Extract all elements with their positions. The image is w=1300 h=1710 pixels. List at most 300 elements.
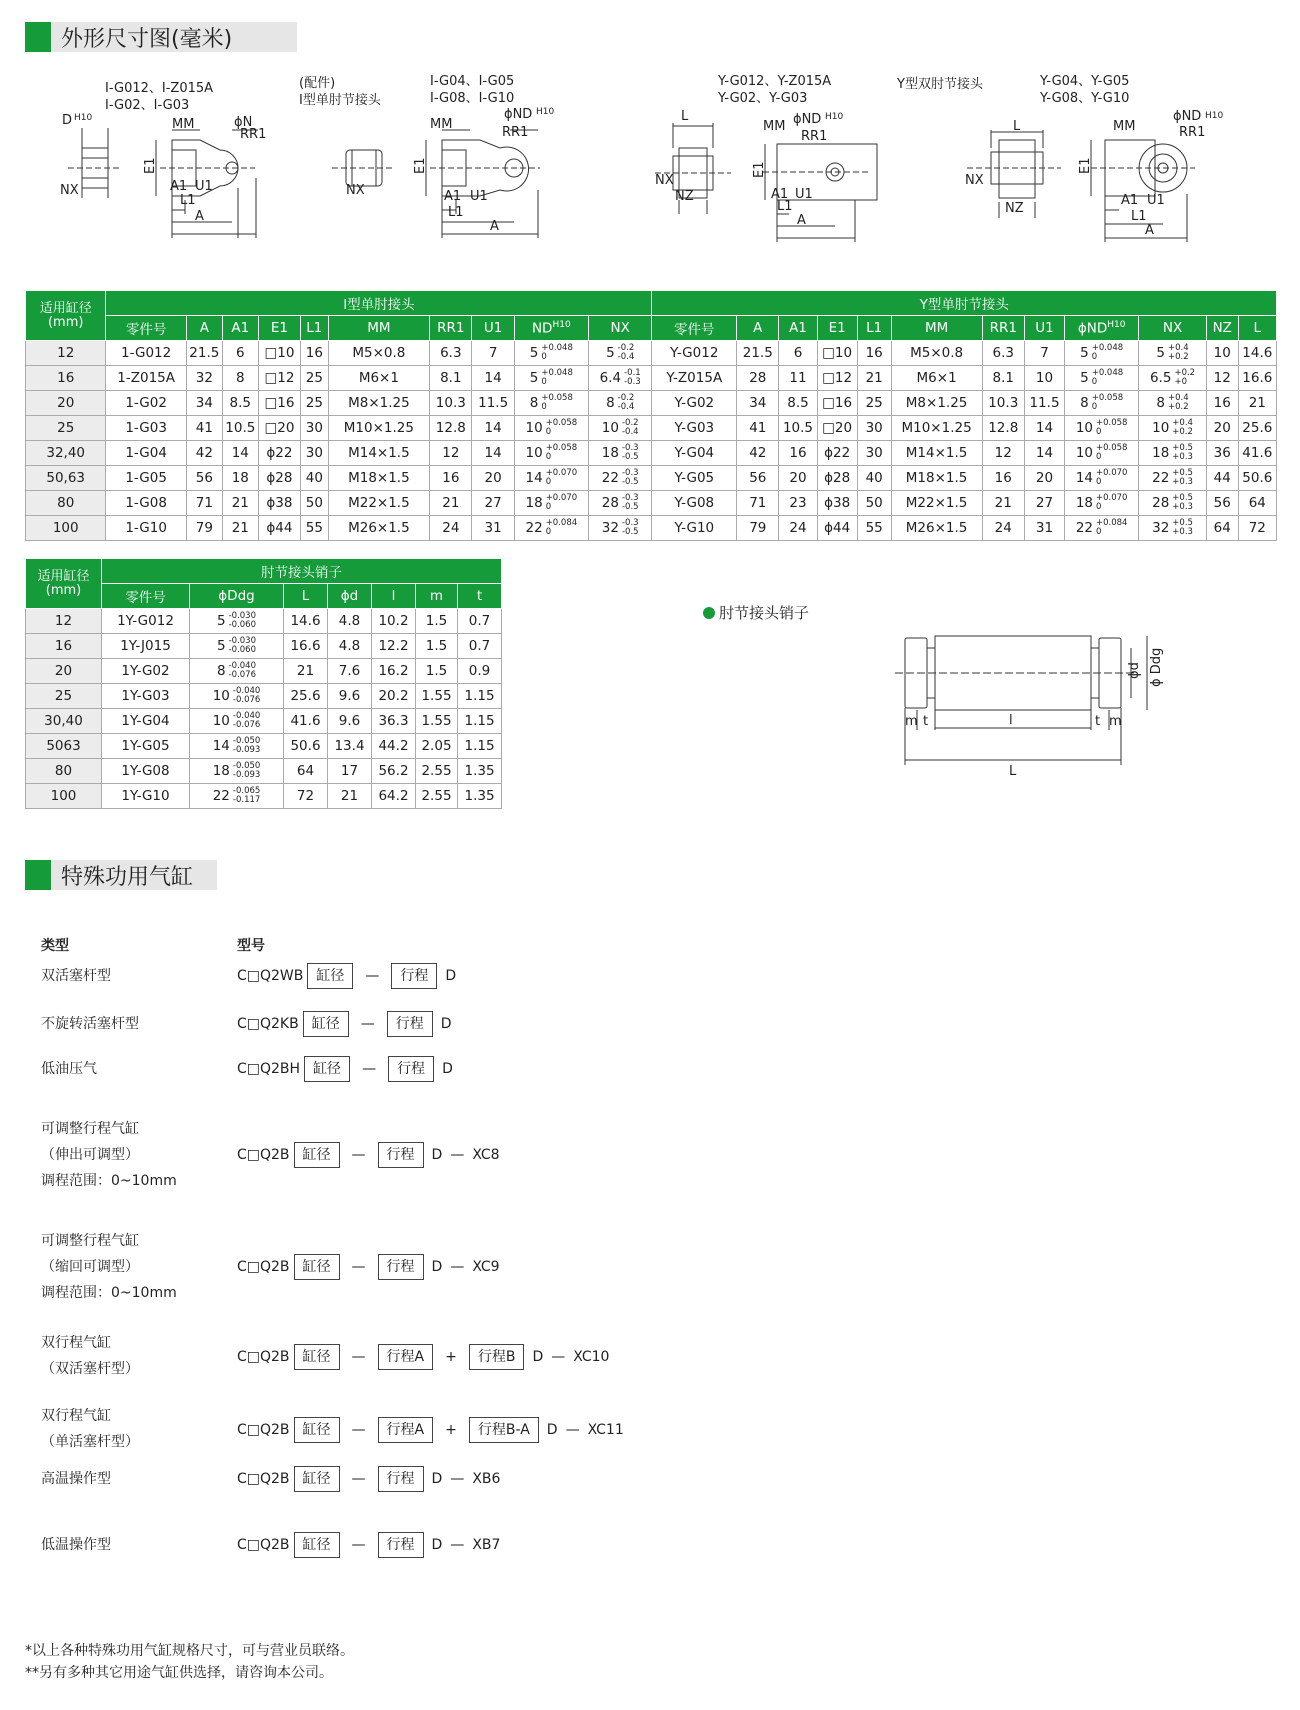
section-title: 外形尺寸图(毫米) xyxy=(61,26,233,52)
column-label: L1 xyxy=(306,320,323,336)
tolerance-cell xyxy=(588,466,652,491)
cell: 4.8 xyxy=(328,609,372,634)
model-param-box: 行程 xyxy=(378,1254,424,1280)
cell: 10.3 xyxy=(430,391,472,416)
cell: 21 xyxy=(328,784,372,809)
dash-separator: — xyxy=(351,1537,366,1553)
tolerance xyxy=(546,469,577,487)
cell: M5×0.8 xyxy=(328,341,430,366)
cell: 1.35 xyxy=(458,784,502,809)
cell: ϕ38 xyxy=(817,491,857,516)
value: 5 xyxy=(1080,370,1089,386)
label-L1: L1 xyxy=(777,199,793,214)
tolerance-lower: 0 xyxy=(541,402,547,412)
cell: 34 xyxy=(186,391,222,416)
label-U1: U1 xyxy=(470,189,488,204)
cell: 72 xyxy=(1238,516,1276,541)
cell: 1.5 xyxy=(416,609,458,634)
bore-cell: 16 xyxy=(26,634,102,659)
tolerance-lower: -0.117 xyxy=(232,795,261,805)
tolerance-cell xyxy=(514,491,588,516)
model-type: 双活塞杆型 xyxy=(41,968,111,984)
model-param-box: 缸径 xyxy=(294,1417,340,1443)
tolerance-lower: 0 xyxy=(541,377,547,387)
model-type: 低温操作型 xyxy=(41,1537,111,1553)
cell: 30 xyxy=(301,441,329,466)
tolerance-cell xyxy=(1139,366,1207,391)
cell: 21.5 xyxy=(737,341,779,366)
cell: 1.5 xyxy=(416,659,458,684)
cell: 6.3 xyxy=(982,341,1024,366)
model-formula xyxy=(237,963,456,989)
tolerance xyxy=(233,762,260,780)
value: 22 xyxy=(212,788,230,804)
model-type: 不旋转活塞杆型 xyxy=(41,1016,139,1032)
tolerance-cell xyxy=(588,416,652,441)
model-param-box: 行程A xyxy=(378,1344,434,1370)
cell: □10 xyxy=(817,341,857,366)
tolerance-cell xyxy=(1139,341,1207,366)
cell: 41.6 xyxy=(1238,441,1276,466)
cell: 34 xyxy=(737,391,779,416)
cell: 28 xyxy=(737,366,779,391)
cell: 64.2 xyxy=(372,784,416,809)
table-row xyxy=(26,441,1277,466)
cell: 21 xyxy=(982,491,1024,516)
cell: 8.1 xyxy=(430,366,472,391)
cell: 11.5 xyxy=(1024,391,1064,416)
tolerance xyxy=(1172,469,1193,487)
value: 10 xyxy=(525,420,543,436)
tolerance-lower: 0 xyxy=(545,527,552,537)
tolerance-upper: -0.030 xyxy=(228,611,256,621)
cell: Y-G02 xyxy=(652,391,737,416)
cell: 11 xyxy=(779,366,817,391)
tolerance-lower: 0 xyxy=(1096,452,1102,462)
tolerance xyxy=(622,444,639,462)
cell: ϕ44 xyxy=(817,516,857,541)
cell: M18×1.5 xyxy=(891,466,982,491)
tolerance-upper: -0.3 xyxy=(621,468,639,478)
cell: 36.3 xyxy=(372,709,416,734)
cell: □12 xyxy=(817,366,857,391)
tolerance xyxy=(1096,494,1127,512)
cell: 24 xyxy=(779,516,817,541)
label-A: A xyxy=(195,209,204,224)
cell: 41.6 xyxy=(284,709,328,734)
tolerance-lower: -0.076 xyxy=(232,695,261,705)
cell: 14 xyxy=(472,416,514,441)
part-cell: 1Y-G10 xyxy=(102,784,190,809)
tolerance xyxy=(618,344,635,362)
y-joint-drawing-small xyxy=(655,109,885,248)
cell: 20 xyxy=(779,466,817,491)
column-header xyxy=(857,316,891,341)
cell: 13.4 xyxy=(328,734,372,759)
h10-label: H10 xyxy=(552,319,571,330)
model-code: XB6 xyxy=(472,1471,501,1487)
label-H10: H10 xyxy=(1205,111,1224,121)
label-E1: E1 xyxy=(413,157,428,174)
label-L: L xyxy=(681,109,689,124)
tolerance-lower: +0.2 xyxy=(1168,352,1189,362)
tolerance xyxy=(1096,519,1127,537)
tolerance-lower: 0 xyxy=(1096,427,1102,437)
cell: 42 xyxy=(186,441,222,466)
column-header xyxy=(472,316,514,341)
value: 22 xyxy=(1152,470,1170,486)
dash-separator: — xyxy=(450,1537,465,1553)
cell: 16 xyxy=(301,341,329,366)
cell: M6×1 xyxy=(891,366,982,391)
tolerance-upper: +0.048 xyxy=(541,343,573,353)
table-row xyxy=(26,684,502,709)
column-header: m xyxy=(416,584,458,609)
value: 6.4 xyxy=(599,370,622,386)
tolerance-upper: -0.3 xyxy=(621,518,639,528)
cell: 56 xyxy=(737,466,779,491)
tolerance xyxy=(622,519,639,537)
model-param-box: 缸径 xyxy=(294,1532,340,1558)
dash-separator: — xyxy=(362,1061,377,1077)
column-header: ϕd xyxy=(328,584,372,609)
column-header xyxy=(222,316,258,341)
bore-cell: 16 xyxy=(26,366,106,391)
cell: 14 xyxy=(472,366,514,391)
cell: 40 xyxy=(857,466,891,491)
cell: 64 xyxy=(1206,516,1238,541)
cell: ϕ38 xyxy=(258,491,300,516)
bore-cell: 32,40 xyxy=(26,441,106,466)
model-type: 双行程气缸 （单活塞杆型） xyxy=(41,1408,139,1450)
model-suffix: D xyxy=(431,1147,443,1163)
cell: 20 xyxy=(472,466,514,491)
label-NZ: NZ xyxy=(1005,201,1024,216)
tolerance-cell xyxy=(190,709,284,734)
section-header-dimensions xyxy=(25,22,297,52)
value: 5 xyxy=(529,345,539,361)
cell: M26×1.5 xyxy=(891,516,982,541)
bore-cell: 20 xyxy=(26,659,102,684)
cell: 30 xyxy=(857,441,891,466)
y-group-header: Y型单肘节接头 xyxy=(652,291,1277,316)
tolerance xyxy=(546,419,577,437)
tolerance-cell xyxy=(514,366,588,391)
cell: 79 xyxy=(186,516,222,541)
tolerance xyxy=(541,369,572,387)
cell: 1.15 xyxy=(458,684,502,709)
cell: 16 xyxy=(779,441,817,466)
table-row xyxy=(26,784,502,809)
column-header xyxy=(779,316,817,341)
tolerance xyxy=(1092,344,1123,362)
model-param-box: 缸径 xyxy=(304,1056,350,1082)
h10-label: H10 xyxy=(1107,319,1126,330)
dash-separator: — xyxy=(551,1349,566,1365)
i-group-header: I型单肘接头 xyxy=(106,291,652,316)
bore-cell: 12 xyxy=(26,341,106,366)
column-header: t xyxy=(458,584,502,609)
value: 8 xyxy=(1080,395,1089,411)
tolerance-cell xyxy=(190,759,284,784)
cell: □12 xyxy=(258,366,300,391)
tolerance-upper: -0.3 xyxy=(621,443,639,453)
cell: 20 xyxy=(1024,466,1064,491)
part-cell: 1Y-G02 xyxy=(102,659,190,684)
model-formula xyxy=(237,1344,609,1370)
model-prefix: C□Q2KB xyxy=(237,1016,299,1032)
tolerance-lower: -0.4 xyxy=(617,402,635,412)
column-header xyxy=(1065,316,1139,341)
cell: □16 xyxy=(817,391,857,416)
bore-cell: 80 xyxy=(26,759,102,784)
tolerance-upper: -0.040 xyxy=(232,686,261,696)
column-label: MM xyxy=(367,320,391,336)
column-header xyxy=(1238,316,1276,341)
tolerance-cell xyxy=(1065,466,1139,491)
label-NX: NX xyxy=(965,173,984,188)
cell: M10×1.25 xyxy=(328,416,430,441)
model-param-box: 行程 xyxy=(378,1532,424,1558)
label-A1: A1 xyxy=(444,189,462,204)
table-row xyxy=(26,466,1277,491)
tolerance-upper: +0.5 xyxy=(1172,468,1193,478)
cell: 27 xyxy=(1024,491,1064,516)
part-cell: 1Y-G08 xyxy=(102,759,190,784)
value: 5 xyxy=(217,638,226,654)
model-param-box: 缸径 xyxy=(294,1142,340,1168)
column-label: RR1 xyxy=(989,320,1017,336)
value: 5 xyxy=(1156,345,1165,361)
column-label: A1 xyxy=(231,320,250,336)
column-label: U1 xyxy=(1035,320,1054,336)
tolerance-upper: -0.030 xyxy=(228,636,256,646)
tolerance-lower: -0.093 xyxy=(232,770,261,780)
model-formula xyxy=(237,1011,452,1037)
value: 28 xyxy=(601,495,619,511)
pin-spec-table xyxy=(25,558,502,809)
column-header xyxy=(588,316,652,341)
value: 10 xyxy=(1152,420,1170,436)
cell: Y-G03 xyxy=(652,416,737,441)
label-H10: H10 xyxy=(74,113,93,123)
table-row xyxy=(26,659,502,684)
value: 5 xyxy=(529,370,539,386)
dash-separator: — xyxy=(351,1349,366,1365)
cell: 8.5 xyxy=(222,391,258,416)
label-D: D xyxy=(62,113,73,128)
label-MM: MM xyxy=(763,119,786,134)
tolerance-lower: +0.3 xyxy=(1172,452,1193,462)
column-header xyxy=(328,316,430,341)
value: 8 xyxy=(529,395,539,411)
cell: 41 xyxy=(737,416,779,441)
tolerance-cell xyxy=(1139,516,1207,541)
tolerance-upper: +0.4 xyxy=(1168,393,1189,403)
cell: 40 xyxy=(301,466,329,491)
cell: 2.05 xyxy=(416,734,458,759)
cell: 20 xyxy=(1206,416,1238,441)
model-suffix: D xyxy=(442,1061,453,1077)
cell: □10 xyxy=(258,341,300,366)
tolerance-upper: +0.058 xyxy=(545,443,578,453)
cell: 2.55 xyxy=(416,759,458,784)
model-prefix: C□Q2B xyxy=(237,1147,290,1163)
green-dot-icon xyxy=(703,607,715,619)
cell: 14 xyxy=(472,441,514,466)
model-type: 可调整行程气缸 （伸出可调型） 调程范围：0~10mm xyxy=(41,1121,177,1189)
value: 28 xyxy=(1152,495,1170,511)
cell: 64 xyxy=(1238,491,1276,516)
tolerance xyxy=(546,444,577,462)
bore-cell: 50,63 xyxy=(26,466,106,491)
cell: 50 xyxy=(301,491,329,516)
cell: 7 xyxy=(472,341,514,366)
label-phiDdg: ϕ Ddg xyxy=(1149,647,1164,687)
model-code: XC9 xyxy=(472,1259,500,1275)
tolerance-cell xyxy=(514,341,588,366)
cell: M22×1.5 xyxy=(328,491,430,516)
cell: 44 xyxy=(1206,466,1238,491)
value: 10 xyxy=(525,445,543,461)
tolerance-cell xyxy=(190,784,284,809)
tolerance-cell xyxy=(514,516,588,541)
tolerance-cell xyxy=(588,341,652,366)
cell: 55 xyxy=(857,516,891,541)
cell: 25 xyxy=(301,391,329,416)
cell: 8 xyxy=(222,366,258,391)
model-param-box: 行程 xyxy=(388,1056,434,1082)
model-prefix: C□Q2B xyxy=(237,1537,290,1553)
cell: 56 xyxy=(1206,491,1238,516)
cell: 50.6 xyxy=(1238,466,1276,491)
tolerance-cell xyxy=(190,659,284,684)
cell: 31 xyxy=(1024,516,1064,541)
tolerance-cell xyxy=(190,609,284,634)
model-suffix: D xyxy=(546,1422,558,1438)
bore-header: 适用缸径 (mm) xyxy=(26,291,106,341)
value: 22 xyxy=(1075,520,1093,536)
tolerance-upper: +0.5 xyxy=(1172,518,1193,528)
cell: 25.6 xyxy=(1238,416,1276,441)
value: 8 xyxy=(606,395,615,411)
value: 32 xyxy=(1152,520,1170,536)
tolerance-lower: -0.5 xyxy=(621,452,639,462)
tolerance-lower: -0.076 xyxy=(228,670,256,680)
cell: 12.2 xyxy=(372,634,416,659)
column-header xyxy=(186,316,222,341)
label-A: A xyxy=(1145,223,1154,238)
tolerance-lower: +0 xyxy=(1174,377,1187,387)
cell: 32 xyxy=(186,366,222,391)
plus-separator: + xyxy=(445,1349,457,1365)
cell: 14 xyxy=(1024,441,1064,466)
value: 10 xyxy=(212,688,230,704)
value: 18 xyxy=(1075,495,1093,511)
tolerance-cell xyxy=(1139,466,1207,491)
cell: 55 xyxy=(301,516,329,541)
green-square-icon xyxy=(25,860,51,890)
column-label: L xyxy=(1253,320,1262,336)
column-label: E1 xyxy=(270,320,288,336)
label-E1: E1 xyxy=(1078,157,1093,174)
cell: □20 xyxy=(258,416,300,441)
bore-cell: 25 xyxy=(26,684,102,709)
value: 10 xyxy=(1075,445,1093,461)
cell: 10 xyxy=(1206,341,1238,366)
cell: 12 xyxy=(430,441,472,466)
cell: M10×1.25 xyxy=(891,416,982,441)
cell: 1-G03 xyxy=(106,416,186,441)
tolerance-lower: -0.5 xyxy=(621,477,639,487)
model-formula xyxy=(237,1532,500,1558)
table-row xyxy=(26,516,1277,541)
tolerance-lower: 0 xyxy=(545,502,552,512)
tolerance-cell xyxy=(514,466,588,491)
tolerance-upper: +0.084 xyxy=(1096,518,1128,528)
model-code: XC8 xyxy=(472,1147,500,1163)
note-1: *以上各种特殊功用气缸规格尺寸，可与营业员联络。 xyxy=(25,1643,354,1659)
cell: 24 xyxy=(982,516,1024,541)
column-label: 零件号 xyxy=(674,322,715,338)
label-MM: MM xyxy=(1113,119,1136,134)
tolerance xyxy=(1172,419,1193,437)
column-header: l xyxy=(372,584,416,609)
cell: 21.5 xyxy=(186,341,222,366)
cell: 16.6 xyxy=(1238,366,1276,391)
table-row xyxy=(26,416,1277,441)
y-models2-label: Y-G04、Y-G05 Y-G08、Y-G10 xyxy=(1040,74,1130,106)
dash-separator: — xyxy=(360,1016,375,1032)
tolerance-upper: -0.1 xyxy=(624,368,641,378)
bore-cell: 25 xyxy=(26,416,106,441)
label-phid: ϕd xyxy=(1127,662,1142,679)
model-suffix: D xyxy=(445,968,457,984)
cell: 8.5 xyxy=(779,391,817,416)
cell: 9.6 xyxy=(328,684,372,709)
tolerance-lower: 0 xyxy=(541,352,547,362)
value: 6.5 xyxy=(1149,370,1172,386)
cell: 12.8 xyxy=(982,416,1024,441)
model-code: XC11 xyxy=(587,1422,624,1438)
tolerance xyxy=(622,419,639,437)
tolerance xyxy=(1168,394,1189,412)
tolerance-cell xyxy=(190,634,284,659)
column-header xyxy=(891,316,982,341)
cell: 6.3 xyxy=(430,341,472,366)
column-header xyxy=(1206,316,1238,341)
tolerance-cell xyxy=(588,441,652,466)
dash-separator: — xyxy=(450,1147,465,1163)
tolerance xyxy=(541,344,572,362)
tolerance-upper: +0.070 xyxy=(545,468,578,478)
dash-separator: — xyxy=(450,1471,465,1487)
cell: 44.2 xyxy=(372,734,416,759)
cell: 10.3 xyxy=(982,391,1024,416)
tolerance xyxy=(229,662,256,680)
cell: 7.6 xyxy=(328,659,372,684)
cell: 0.7 xyxy=(458,634,502,659)
i-joint-drawing-large xyxy=(330,107,570,248)
tolerance-lower: +0.3 xyxy=(1172,502,1193,512)
tolerance-upper: +0.070 xyxy=(1096,468,1128,478)
i-joint-drawing-small xyxy=(60,113,270,248)
tolerance xyxy=(233,737,260,755)
tolerance-lower: -0.060 xyxy=(228,645,256,655)
model-param-box: 行程 xyxy=(387,1011,433,1037)
dash-separator: — xyxy=(565,1422,580,1438)
column-header xyxy=(737,316,779,341)
